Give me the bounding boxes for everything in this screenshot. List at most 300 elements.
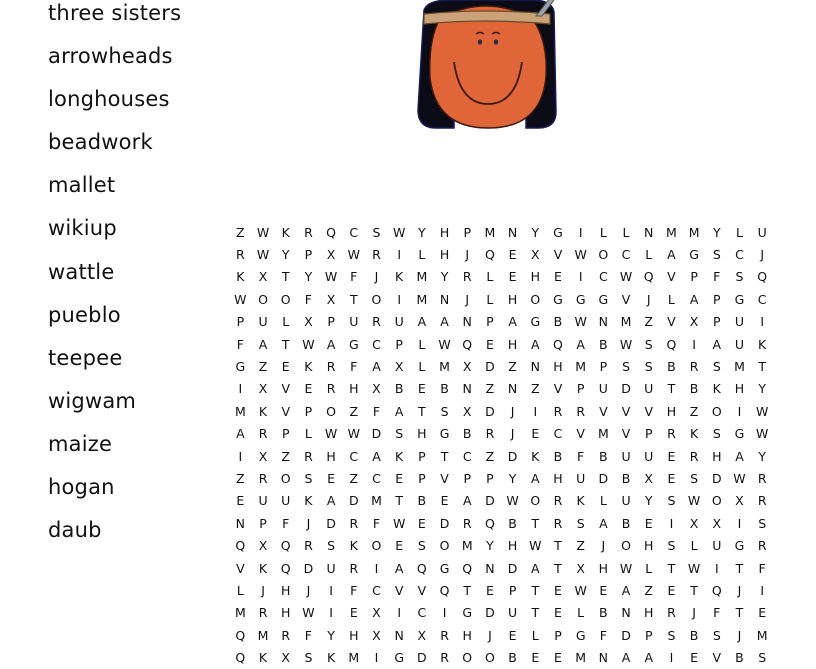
grid-letter: L bbox=[236, 582, 244, 598]
grid-letter: H bbox=[530, 269, 540, 285]
grid-letter: C bbox=[621, 247, 631, 263]
grid-letter: O bbox=[258, 291, 268, 307]
grid-letter: U bbox=[621, 448, 631, 464]
grid-letter: R bbox=[349, 515, 359, 531]
grid-letter: O bbox=[371, 291, 382, 307]
grid-letter: C bbox=[417, 605, 427, 621]
grid-letter: W bbox=[256, 247, 270, 263]
grid-letter: X bbox=[304, 314, 313, 330]
grid-letter: P bbox=[576, 381, 585, 397]
word-list-item: teepee bbox=[48, 345, 123, 370]
grid-letter: O bbox=[439, 538, 450, 554]
grid-letter: D bbox=[621, 627, 631, 643]
word-search-grid bbox=[229, 221, 774, 669]
grid-letter: C bbox=[372, 336, 381, 352]
grid-letter: C bbox=[349, 224, 359, 240]
grid-letter: B bbox=[508, 650, 517, 666]
grid-letter: H bbox=[507, 336, 518, 352]
grid-letter: R bbox=[462, 515, 472, 531]
grid-letter: R bbox=[689, 359, 699, 375]
grid-letter: W bbox=[302, 336, 315, 352]
grid-letter: H bbox=[417, 426, 427, 442]
grid-letter: L bbox=[418, 359, 426, 375]
grid-letter: K bbox=[712, 381, 721, 397]
grid-letter: D bbox=[439, 515, 450, 531]
grid-letter: G bbox=[575, 627, 586, 643]
grid-letter: J bbox=[601, 538, 606, 554]
word-list-item: longhouses bbox=[48, 87, 170, 112]
grid-letter: D bbox=[485, 493, 495, 509]
grid-letter: S bbox=[372, 224, 381, 240]
grid-letter: Z bbox=[236, 224, 245, 240]
grid-letter: R bbox=[258, 470, 268, 486]
grid-letter: P bbox=[554, 627, 562, 643]
grid-letter: Y bbox=[531, 224, 540, 240]
grid-letter: V bbox=[394, 582, 404, 598]
grid-letter: Y bbox=[304, 269, 313, 285]
grid-letter: K bbox=[531, 448, 540, 464]
grid-letter: M bbox=[597, 426, 609, 442]
grid-letter: X bbox=[644, 470, 653, 486]
word-list-item: hogan bbox=[48, 475, 115, 500]
grid-letter: P bbox=[418, 470, 426, 486]
grid-letter: U bbox=[644, 448, 654, 464]
grid-letter: H bbox=[712, 448, 722, 464]
grid-letter: N bbox=[439, 291, 450, 307]
grid-letter: L bbox=[577, 605, 585, 621]
grid-letter: H bbox=[349, 381, 359, 397]
grid-letter: R bbox=[258, 605, 268, 621]
grid-letter: X bbox=[258, 269, 268, 285]
grid-letter: H bbox=[281, 582, 291, 598]
grid-letter: Z bbox=[485, 448, 495, 464]
grid-letter: R bbox=[304, 448, 313, 464]
grid-letter: J bbox=[646, 291, 651, 307]
word-list-item: three sisters bbox=[48, 1, 182, 25]
grid-letter: B bbox=[553, 448, 563, 464]
grid-letter: E bbox=[531, 426, 540, 442]
grid-letter: H bbox=[349, 627, 359, 643]
grid-letter: A bbox=[735, 448, 744, 464]
grid-letter: R bbox=[667, 605, 676, 621]
grid-row bbox=[229, 512, 774, 534]
grid-letter: B bbox=[667, 359, 676, 375]
grid-letter: G bbox=[553, 224, 563, 240]
grid-letter: X bbox=[281, 650, 290, 666]
grid-letter: J bbox=[374, 269, 379, 285]
grid-letter: E bbox=[531, 650, 540, 666]
grid-row bbox=[229, 423, 774, 445]
grid-letter: Z bbox=[644, 582, 653, 598]
grid-letter: W bbox=[347, 426, 360, 442]
grid-row bbox=[229, 378, 774, 400]
grid-letter: Q bbox=[757, 269, 768, 285]
grid-letter: L bbox=[486, 269, 494, 285]
grid-letter: D bbox=[621, 381, 631, 397]
grid-letter: E bbox=[644, 515, 653, 531]
grid-letter: A bbox=[531, 336, 540, 352]
grid-letter: P bbox=[304, 247, 313, 263]
grid-letter: O bbox=[530, 291, 541, 307]
grid-letter: V bbox=[621, 403, 631, 419]
grid-letter: O bbox=[462, 650, 473, 666]
grid-letter: B bbox=[394, 381, 404, 397]
grid-letter: V bbox=[281, 381, 290, 397]
grid-letter: U bbox=[258, 314, 268, 330]
grid-letter: P bbox=[395, 336, 403, 352]
grid-letter: A bbox=[326, 336, 336, 352]
grid-letter: K bbox=[258, 403, 268, 419]
grid-letter: L bbox=[418, 336, 426, 352]
grid-letter: M bbox=[348, 650, 360, 666]
grid-letter: T bbox=[735, 605, 744, 621]
grid-letter: T bbox=[667, 560, 676, 576]
grid-letter: X bbox=[372, 627, 381, 643]
grid-letter: R bbox=[236, 247, 245, 263]
grid-letter: J bbox=[261, 582, 265, 598]
grid-letter: B bbox=[735, 650, 744, 666]
grid-row bbox=[229, 646, 774, 668]
grid-letter: Y bbox=[486, 538, 494, 554]
grid-row bbox=[229, 445, 774, 467]
grid-letter: A bbox=[599, 515, 608, 531]
eye-right bbox=[494, 39, 498, 44]
grid-letter: B bbox=[599, 336, 608, 352]
grid-letter: C bbox=[462, 448, 472, 464]
word-list-item: arrowheads bbox=[48, 44, 173, 69]
grid-letter: V bbox=[712, 650, 722, 666]
grid-letter: G bbox=[439, 560, 450, 576]
grid-letter: I bbox=[329, 582, 333, 598]
grid-letter: X bbox=[530, 247, 540, 263]
grid-letter: G bbox=[439, 426, 450, 442]
grid-letter: B bbox=[417, 493, 427, 509]
grid-letter: P bbox=[463, 470, 471, 486]
grid-letter: B bbox=[462, 426, 472, 442]
grid-letter: K bbox=[576, 493, 585, 509]
grid-letter: A bbox=[508, 314, 517, 330]
grid-letter: N bbox=[462, 381, 472, 397]
grid-letter: G bbox=[734, 291, 745, 307]
grid-letter: W bbox=[234, 291, 247, 307]
grid-letter: B bbox=[599, 448, 608, 464]
grid-letter: W bbox=[574, 247, 587, 263]
grid-letter: U bbox=[349, 314, 359, 330]
grid-letter: N bbox=[530, 359, 540, 375]
grid-letter: A bbox=[417, 314, 427, 330]
grid-letter: W bbox=[529, 538, 542, 554]
grid-letter: W bbox=[619, 560, 633, 576]
grid-letter: P bbox=[463, 224, 471, 240]
grid-letter: L bbox=[304, 426, 312, 442]
grid-letter: L bbox=[486, 291, 494, 307]
grid-letter: R bbox=[757, 470, 767, 486]
grid-letter: D bbox=[303, 560, 314, 576]
grid-letter: O bbox=[326, 403, 337, 419]
grid-letter: E bbox=[667, 470, 676, 486]
grid-letter: W bbox=[506, 493, 519, 509]
grid-letter: S bbox=[667, 627, 676, 643]
grid-letter: E bbox=[349, 605, 358, 621]
grid-letter: X bbox=[689, 515, 699, 531]
grid-letter: P bbox=[486, 470, 494, 486]
grid-letter: S bbox=[667, 493, 676, 509]
grid-row bbox=[229, 266, 774, 288]
grid-letter: I bbox=[578, 224, 583, 240]
word-list-item: pueblo bbox=[48, 302, 121, 327]
grid-letter: P bbox=[713, 314, 721, 330]
grid-letter: E bbox=[508, 627, 517, 643]
grid-letter: R bbox=[258, 426, 268, 442]
grid-letter: Y bbox=[440, 269, 449, 285]
grid-letter: N bbox=[621, 605, 631, 621]
grid-letter: Z bbox=[236, 470, 245, 486]
grid-letter: G bbox=[575, 291, 586, 307]
grid-letter: E bbox=[281, 359, 290, 375]
grid-letter: G bbox=[394, 650, 404, 666]
grid-letter: E bbox=[440, 493, 449, 509]
grid-letter: H bbox=[462, 627, 472, 643]
grid-letter: F bbox=[372, 515, 381, 531]
grid-letter: T bbox=[554, 560, 562, 576]
grid-letter: R bbox=[485, 426, 495, 442]
grid-letter: E bbox=[667, 448, 676, 464]
grid-letter: P bbox=[644, 426, 653, 442]
grid-letter: S bbox=[304, 470, 313, 486]
grid-letter: D bbox=[485, 359, 495, 375]
grid-letter: N bbox=[507, 224, 518, 240]
word-list-item: wattle bbox=[48, 259, 115, 284]
grid-letter: F bbox=[350, 359, 358, 375]
grid-letter: F bbox=[577, 448, 585, 464]
grid-letter: D bbox=[507, 560, 518, 576]
grid-letter: E bbox=[236, 493, 245, 509]
grid-letter: R bbox=[553, 493, 563, 509]
grid-row bbox=[229, 579, 774, 601]
grid-letter: O bbox=[621, 538, 631, 554]
grid-letter: Q bbox=[643, 269, 654, 285]
grid-letter: H bbox=[553, 470, 563, 486]
grid-letter: C bbox=[735, 247, 744, 263]
grid-letter: E bbox=[417, 515, 426, 531]
grid-letter: F bbox=[350, 582, 358, 598]
grid-letter: Z bbox=[530, 381, 540, 397]
grid-letter: U bbox=[712, 538, 722, 554]
grid-letter: A bbox=[531, 560, 540, 576]
grid-letter: I bbox=[692, 336, 696, 352]
grid-letter: B bbox=[553, 314, 563, 330]
word-list-item: wigwam bbox=[48, 388, 137, 413]
grid-letter: A bbox=[689, 291, 699, 307]
grid-letter: Q bbox=[326, 224, 337, 240]
grid-letter: M bbox=[439, 359, 450, 375]
grid-letter: I bbox=[533, 403, 538, 419]
grid-letter: J bbox=[737, 582, 742, 598]
grid-letter: X bbox=[258, 538, 268, 554]
grid-letter: J bbox=[488, 627, 492, 643]
grid-letter: A bbox=[372, 448, 381, 464]
grid-letter: F bbox=[758, 560, 766, 576]
grid-letter: D bbox=[711, 470, 722, 486]
grid-letter: D bbox=[485, 605, 495, 621]
grid-letter: W bbox=[574, 582, 587, 598]
grid-letter: C bbox=[757, 291, 767, 307]
grid-letter: V bbox=[621, 291, 631, 307]
grid-letter: A bbox=[462, 493, 472, 509]
grid-letter: S bbox=[327, 538, 336, 554]
grid-letter: E bbox=[554, 582, 562, 598]
grid-letter: N bbox=[235, 515, 246, 531]
grid-letter: A bbox=[531, 470, 540, 486]
grid-letter: U bbox=[734, 336, 745, 352]
grid-letter: A bbox=[644, 650, 653, 666]
grid-letter: I bbox=[760, 314, 764, 330]
grid-letter: N bbox=[644, 224, 654, 240]
grid-letter: Q bbox=[484, 247, 495, 263]
grid-letter: I bbox=[760, 582, 764, 598]
grid-letter: U bbox=[326, 560, 336, 576]
grid-letter: S bbox=[712, 247, 721, 263]
grid-letter: X bbox=[735, 493, 744, 509]
grid-letter: H bbox=[644, 538, 654, 554]
grid-letter: B bbox=[440, 381, 449, 397]
grid-letter: H bbox=[644, 605, 654, 621]
grid-letter: E bbox=[758, 605, 767, 621]
grid-letter: Y bbox=[758, 381, 766, 397]
grid-letter: A bbox=[440, 314, 449, 330]
grid-letter: S bbox=[712, 627, 721, 643]
grid-letter: R bbox=[440, 650, 449, 666]
grid-letter: K bbox=[236, 269, 245, 285]
grid-letter: E bbox=[395, 470, 404, 486]
grid-letter: Z bbox=[349, 403, 359, 419]
grid-letter: T bbox=[554, 538, 562, 554]
grid-letter: S bbox=[735, 269, 744, 285]
grid-letter: R bbox=[667, 426, 676, 442]
grid-letter: B bbox=[508, 515, 517, 531]
grid-letter: S bbox=[622, 359, 630, 375]
grid-letter: X bbox=[462, 403, 472, 419]
grid-letter: N bbox=[462, 314, 472, 330]
grid-letter: P bbox=[599, 359, 608, 375]
grid-letter: K bbox=[304, 493, 313, 509]
grid-letter: M bbox=[416, 291, 428, 307]
grid-letter: Q bbox=[711, 582, 722, 598]
grid-letter: V bbox=[644, 403, 653, 419]
grid-letter: O bbox=[280, 291, 291, 307]
grid-letter: M bbox=[416, 269, 428, 285]
grid-letter: X bbox=[394, 359, 404, 375]
grid-letter: M bbox=[620, 314, 632, 330]
grid-letter: A bbox=[667, 247, 676, 263]
grid-letter: W bbox=[256, 224, 270, 240]
grid-letter: V bbox=[440, 470, 449, 486]
grid-letter: S bbox=[667, 538, 676, 554]
grid-letter: N bbox=[507, 381, 518, 397]
grid-letter: G bbox=[689, 247, 699, 263]
grid-letter: W bbox=[687, 560, 701, 576]
grid-letter: S bbox=[576, 515, 585, 531]
grid-letter: F bbox=[304, 627, 312, 643]
word-list-item: beadwork bbox=[48, 130, 153, 155]
grid-letter: T bbox=[440, 448, 449, 464]
grid-letter: B bbox=[689, 381, 699, 397]
grid-letter: Z bbox=[349, 470, 359, 486]
grid-letter: A bbox=[326, 493, 336, 509]
face-shape bbox=[430, 6, 547, 128]
grid-letter: S bbox=[417, 538, 426, 554]
grid-letter: W bbox=[392, 515, 406, 531]
grid-letter: Y bbox=[712, 224, 721, 240]
grid-letter: Y bbox=[644, 493, 653, 509]
grid-letter: Q bbox=[553, 336, 563, 352]
grid-letter: G bbox=[348, 336, 359, 352]
grid-letter: D bbox=[598, 470, 609, 486]
grid-letter: T bbox=[281, 269, 290, 285]
grid-letter: L bbox=[622, 224, 630, 240]
grid-letter: E bbox=[554, 650, 562, 666]
grid-letter: V bbox=[417, 582, 427, 598]
grid-letter: I bbox=[374, 650, 379, 666]
grid-letter: G bbox=[462, 605, 473, 621]
grid-letter: S bbox=[644, 336, 653, 352]
grid-row bbox=[229, 534, 774, 556]
grid-letter: H bbox=[507, 291, 518, 307]
grid-letter: I bbox=[329, 605, 333, 621]
grid-row bbox=[229, 355, 774, 377]
grid-letter: C bbox=[372, 470, 381, 486]
grid-letter: O bbox=[484, 650, 495, 666]
grid-letter: I bbox=[669, 650, 674, 666]
grid-letter: D bbox=[417, 650, 427, 666]
grid-letter: V bbox=[599, 403, 608, 419]
grid-letter: H bbox=[326, 448, 336, 464]
grid-letter: P bbox=[644, 627, 653, 643]
grid-letter: P bbox=[690, 269, 698, 285]
grid-letter: E bbox=[417, 381, 426, 397]
grid-letter: V bbox=[553, 247, 563, 263]
grid-letter: T bbox=[281, 336, 290, 352]
grid-letter: T bbox=[349, 291, 358, 307]
grid-letter: P bbox=[418, 448, 426, 464]
grid-letter: Q bbox=[280, 538, 291, 554]
grid-letter: P bbox=[327, 314, 335, 330]
grid-letter: N bbox=[598, 314, 609, 330]
grid-letter: I bbox=[714, 560, 719, 576]
grid-letter: A bbox=[394, 403, 404, 419]
grid-letter: L bbox=[667, 291, 675, 307]
grid-letter: Y bbox=[758, 448, 766, 464]
grid-letter: A bbox=[394, 560, 404, 576]
grid-letter: H bbox=[666, 403, 677, 419]
grid-letter: W bbox=[687, 493, 701, 509]
grid-letter: L bbox=[735, 224, 743, 240]
grid-letter: Z bbox=[576, 538, 585, 554]
grid-letter: O bbox=[598, 247, 609, 263]
grid-letter: M bbox=[234, 605, 246, 621]
grid-letter: M bbox=[575, 650, 587, 666]
grid-letter: F bbox=[372, 403, 381, 419]
grid-row bbox=[229, 557, 774, 579]
grid-letter: R bbox=[326, 381, 336, 397]
grid-letter: H bbox=[439, 224, 450, 240]
grid-letter: O bbox=[371, 538, 382, 554]
grid-letter: K bbox=[326, 650, 336, 666]
grid-letter: W bbox=[324, 426, 338, 442]
grid-letter: X bbox=[258, 448, 268, 464]
grid-letter: R bbox=[440, 627, 449, 643]
grid-letter: A bbox=[621, 650, 631, 666]
